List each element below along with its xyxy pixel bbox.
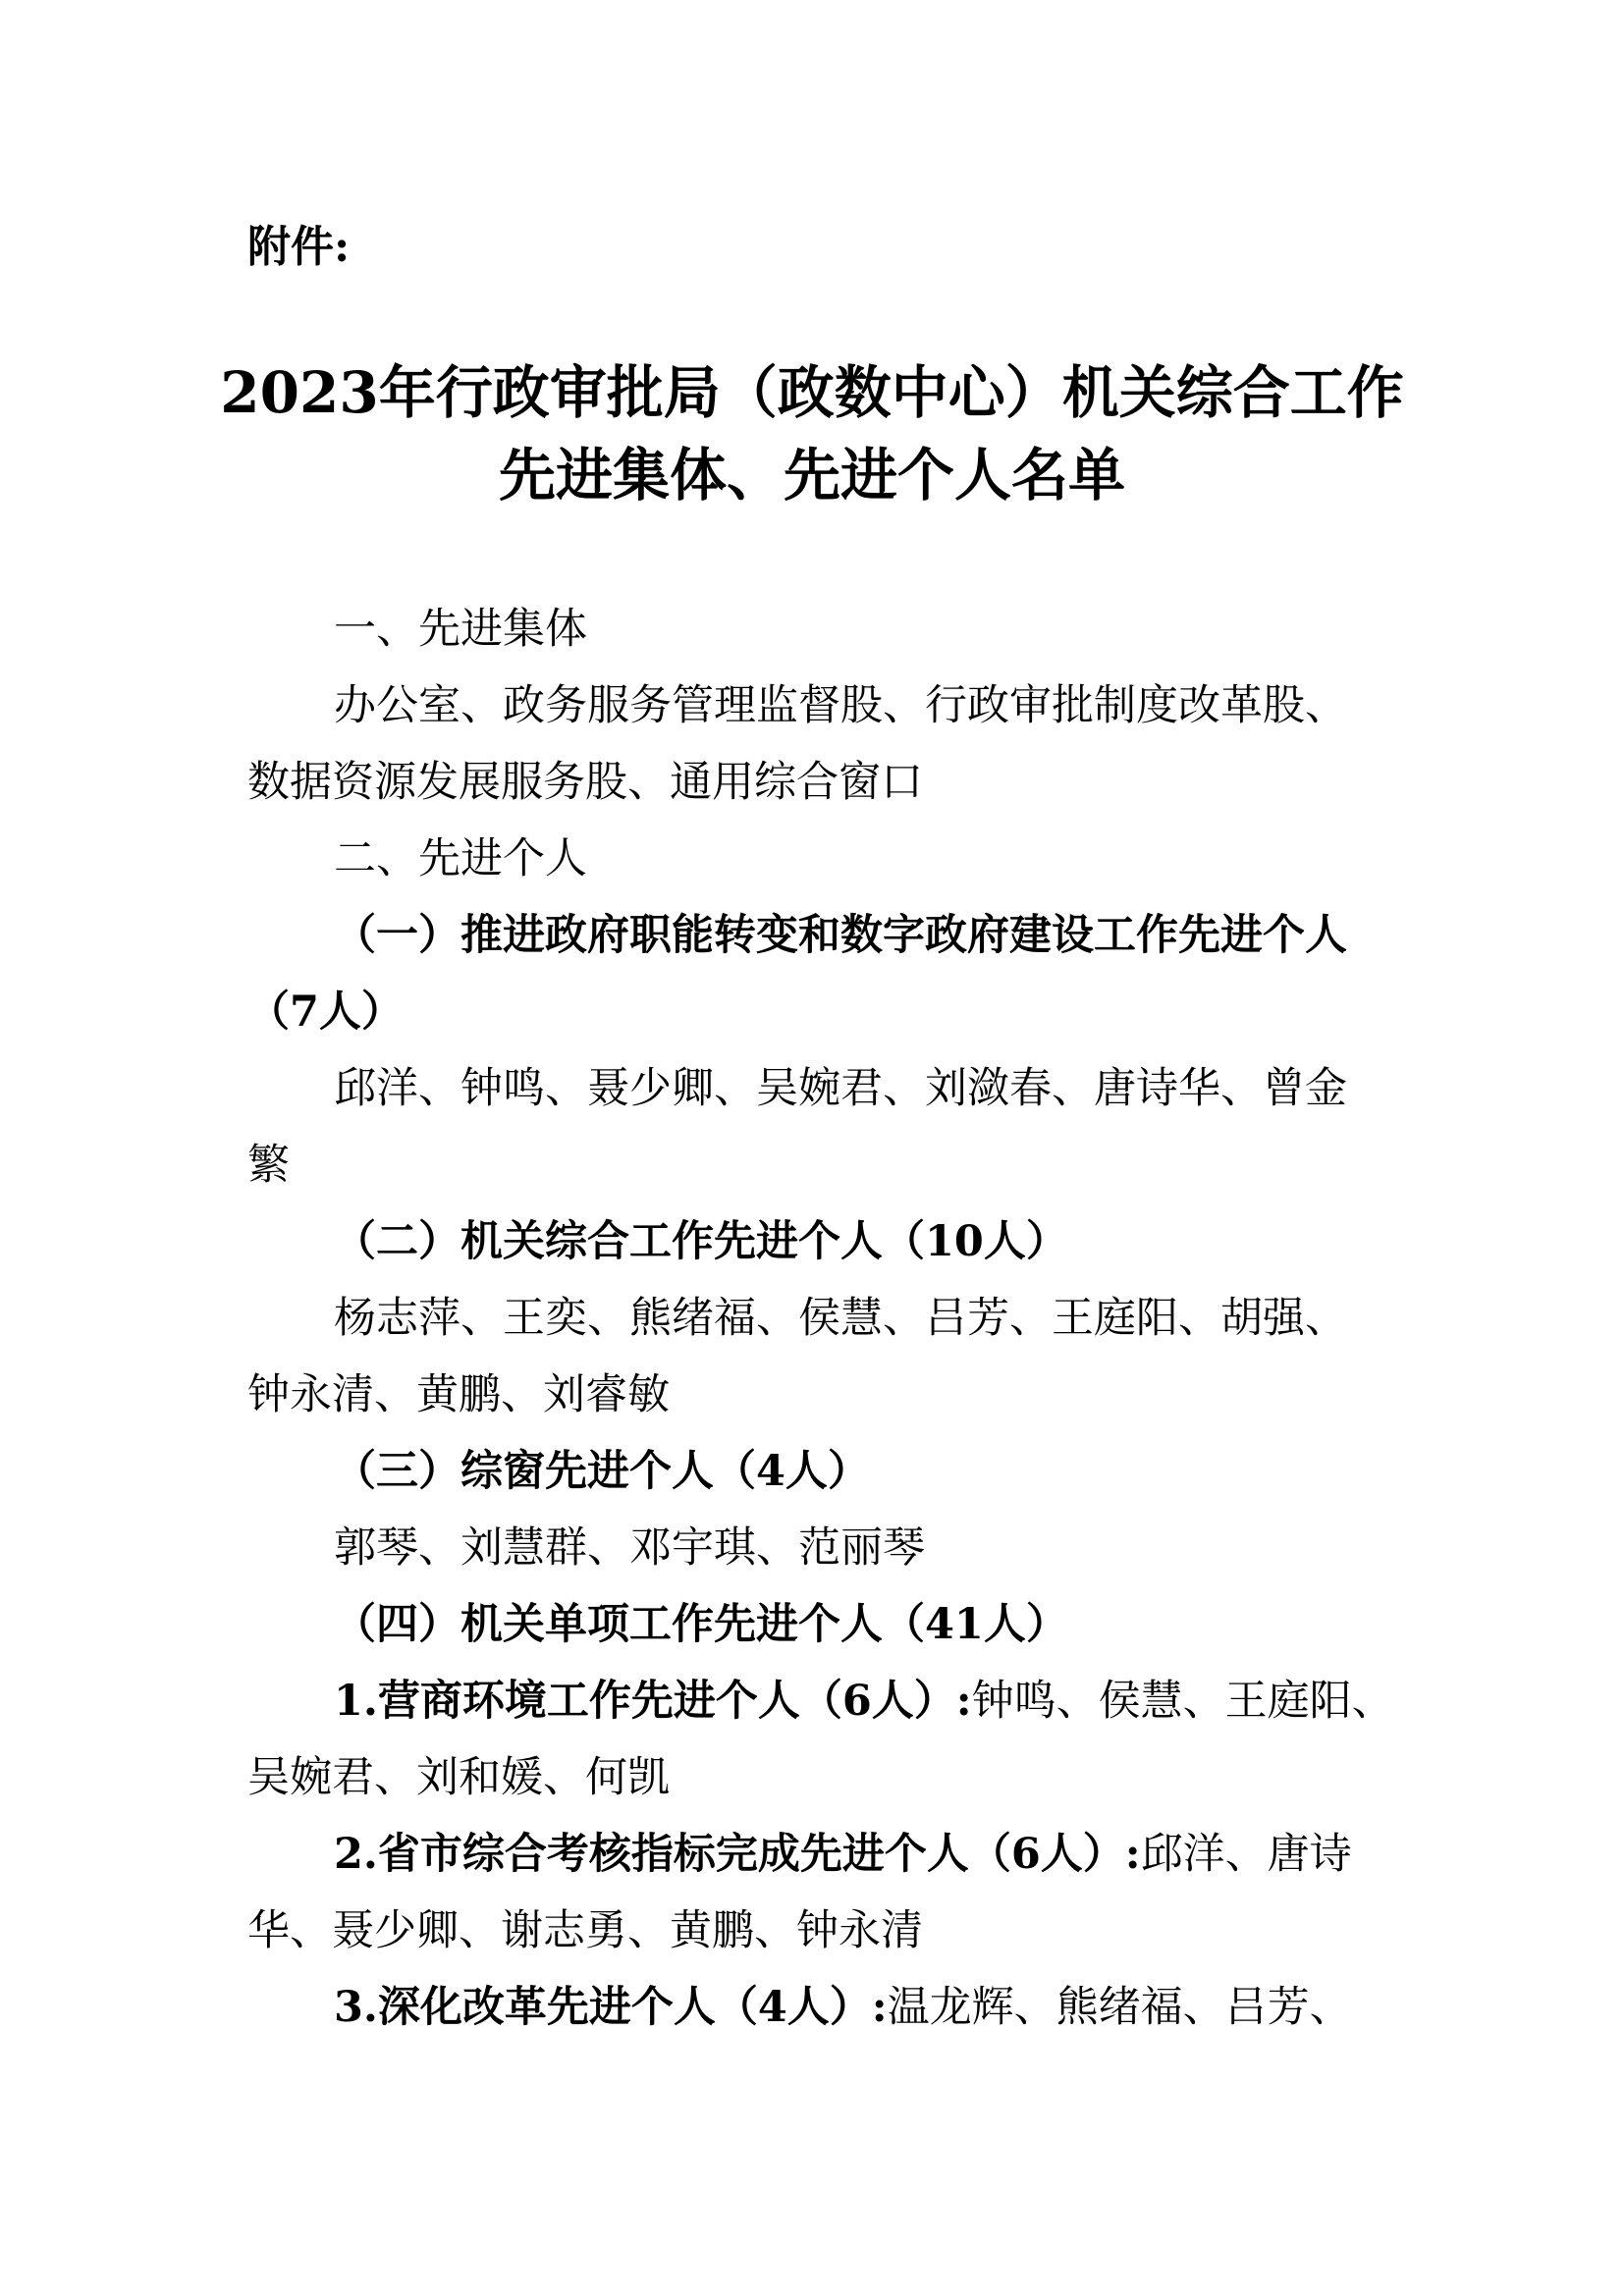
document-title (196, 351, 1428, 516)
section-heading-individual: 二、先进个人 (334, 834, 587, 883)
item-1-line-2: 吴婉君、刘和媛、何凯 (247, 1753, 670, 1802)
title-line-1: 2023年行政审批局（政数中心）机关综合工作 (220, 359, 1404, 426)
item-1-label: 1.营商环境工作先进个人（6人）: (334, 1677, 972, 1726)
item-3-names: 温龙辉、熊绪福、吕芳、 (887, 1983, 1352, 2032)
subsection-3-heading: （三）综窗先进个人（4人） (334, 1447, 870, 1496)
subsection-2-names-line-1: 杨志萍、王奕、熊绪福、侯慧、吕芳、王庭阳、胡强、 (334, 1294, 1347, 1343)
attachment-label: 附件: (247, 222, 351, 272)
section-heading-collective: 一、先进集体 (334, 605, 587, 654)
subsection-2-heading: （二）机关综合工作先进个人（10人） (334, 1217, 1068, 1266)
item-2-line-1 (247, 1816, 1386, 1893)
subsection-3-names-line-1: 郭琴、刘慧群、邓宇琪、范丽琴 (334, 1523, 925, 1573)
item-1-names: 钟鸣、侯慧、王庭阳、 (971, 1677, 1394, 1726)
collective-list-line-1: 办公室、政务服务管理监督股、行政审批制度改革股、 (334, 681, 1347, 730)
item-2-label: 2.省市综合考核指标完成先进个人（6人）: (334, 1830, 1141, 1879)
subsection-4-heading: （四）机关单项工作先进个人（41人） (334, 1600, 1068, 1649)
title-line-2: 先进集体、先进个人名单 (498, 442, 1125, 508)
subsection-1-names-line-1: 邱洋、钟鸣、聂少卿、吴婉君、刘潋春、唐诗华、曾金 (334, 1064, 1347, 1113)
document-body (247, 591, 1394, 2046)
item-2-names: 邱洋、唐诗 (1140, 1830, 1352, 1879)
subsection-2-names-line-2: 钟永清、黄鹏、刘睿敏 (247, 1370, 670, 1419)
item-1-line-1 (247, 1663, 1394, 1739)
item-2-line-2: 华、聂少卿、谢志勇、黄鹏、钟永清 (247, 1906, 923, 1955)
subsection-1-heading-cont: （7人） (247, 988, 404, 1037)
item-3-line-1 (247, 1969, 1386, 2046)
subsection-1-heading: （一）推进政府职能转变和数字政府建设工作先进个人 (334, 911, 1347, 960)
collective-list-line-2: 数据资源发展服务股、通用综合窗口 (247, 758, 923, 807)
subsection-1-names-line-2: 繁 (247, 1141, 290, 1190)
item-3-label: 3.深化改革先进个人（4人）: (334, 1983, 888, 2032)
